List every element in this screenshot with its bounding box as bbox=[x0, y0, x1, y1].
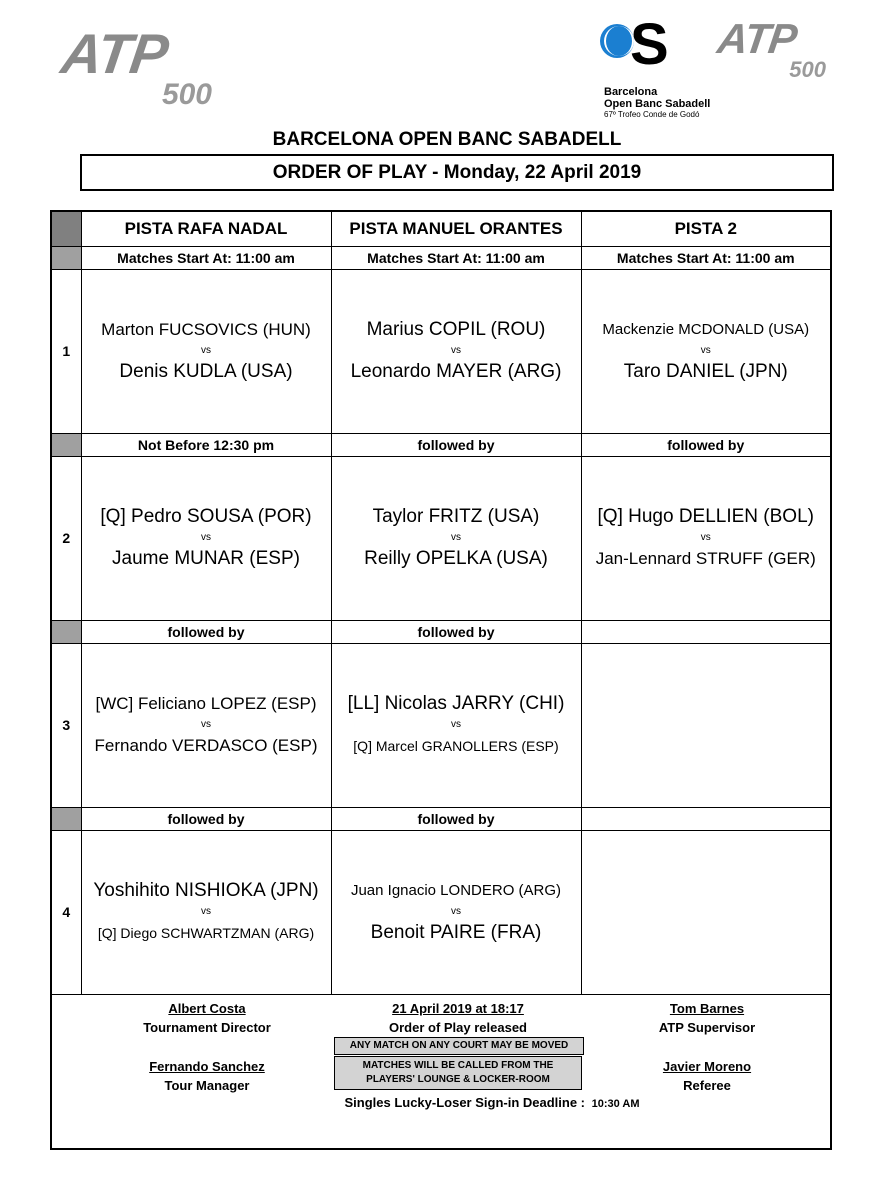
match-cell bbox=[331, 269, 581, 433]
match-cell bbox=[581, 456, 831, 620]
supervisor-name: Tom Barnes bbox=[669, 1000, 745, 1016]
referee-role: Referee bbox=[683, 1077, 731, 1093]
schedule-label bbox=[581, 807, 831, 830]
player-one: Mackenzie MCDONALD (USA) bbox=[602, 321, 810, 338]
atp-500-logo-right bbox=[714, 15, 830, 82]
match-cell bbox=[331, 456, 581, 620]
released-date: 21 April 2019 at 18:17 bbox=[392, 1000, 524, 1016]
vs-label: vs bbox=[201, 345, 211, 356]
player-two: Benoit PAIRE (FRA) bbox=[370, 922, 542, 943]
match-cell bbox=[81, 269, 331, 433]
match-row bbox=[51, 269, 831, 433]
atp-500-logo-left bbox=[57, 22, 222, 111]
round-number: 4 bbox=[51, 830, 81, 994]
lucky-loser-time: 10:30 AM bbox=[591, 1097, 640, 1110]
match-cell bbox=[81, 456, 331, 620]
tennis-ball-icon bbox=[600, 24, 634, 58]
footer-cell bbox=[51, 994, 831, 1149]
released-label: Order of Play released bbox=[388, 1019, 527, 1035]
player-two: Jaume MUNAR (ESP) bbox=[112, 548, 300, 569]
corner-cell bbox=[51, 211, 81, 246]
player-two: Denis KUDLA (USA) bbox=[119, 361, 293, 382]
match-row bbox=[51, 456, 831, 620]
round-number: 3 bbox=[51, 643, 81, 807]
vs-label: vs bbox=[451, 532, 461, 543]
vs-label: vs bbox=[451, 345, 461, 356]
schedule-label: followed by bbox=[81, 620, 331, 643]
court-name: PISTA RAFA NADAL bbox=[81, 211, 331, 246]
match-cell bbox=[581, 269, 831, 433]
match-cell bbox=[331, 830, 581, 994]
vs-label: vs bbox=[700, 345, 711, 356]
lucky-loser-label: Singles Lucky-Loser Sign-in Deadline : bbox=[344, 1094, 586, 1110]
grey-marker-cell bbox=[51, 246, 81, 269]
vs-label: vs bbox=[201, 906, 211, 917]
player-one: Yoshihito NISHIOKA (JPN) bbox=[93, 880, 319, 901]
empty-match-cell bbox=[581, 643, 831, 807]
court-header-row bbox=[51, 211, 831, 246]
player-one: [Q] Hugo DELLIEN (BOL) bbox=[597, 506, 814, 527]
schedule-label: followed by bbox=[331, 620, 581, 643]
atp-logo-number: 500 bbox=[161, 78, 212, 111]
player-one: Taylor FRITZ (USA) bbox=[372, 506, 540, 527]
vs-label: vs bbox=[201, 532, 211, 543]
order-of-play-title: ORDER OF PLAY - Monday, 22 April 2019 bbox=[80, 154, 834, 191]
sabadell-logo-text: Barcelona Open Banc Sabadell 67º Trofeo Conde de Godó bbox=[604, 86, 711, 119]
label-row bbox=[51, 620, 831, 643]
lucky-loser-deadline bbox=[322, 1095, 662, 1110]
schedule-label: followed by bbox=[331, 433, 581, 456]
label-row bbox=[51, 433, 831, 456]
round-number: 1 bbox=[51, 269, 81, 433]
court-name: PISTA 2 bbox=[581, 211, 831, 246]
player-two: [Q] Diego SCHWARTZMAN (ARG) bbox=[97, 925, 315, 941]
round-number: 2 bbox=[51, 456, 81, 620]
player-two: Jan-Lennard STRUFF (GER) bbox=[595, 549, 816, 568]
schedule-label bbox=[581, 620, 831, 643]
vs-label: vs bbox=[451, 906, 461, 917]
vs-label: vs bbox=[201, 719, 211, 730]
match-cell bbox=[81, 830, 331, 994]
vs-label: vs bbox=[700, 532, 711, 543]
schedule-label: followed by bbox=[81, 807, 331, 830]
footer-row bbox=[51, 994, 831, 1149]
player-one: [LL] Nicolas JARRY (CHI) bbox=[347, 693, 565, 714]
director-role: Tournament Director bbox=[143, 1019, 271, 1035]
grey-marker-cell bbox=[51, 433, 81, 456]
officials-right bbox=[592, 999, 822, 1095]
player-two: Leonardo MAYER (ARG) bbox=[350, 361, 562, 382]
atp-logo-text: ATP bbox=[714, 15, 800, 62]
match-row bbox=[51, 643, 831, 807]
tournament-title: BARCELONA OPEN BANC SABADELL bbox=[272, 129, 622, 150]
notice-match-moved: ANY MATCH ON ANY COURT MAY BE MOVED bbox=[334, 1037, 584, 1055]
officials-left bbox=[92, 999, 322, 1095]
order-of-play-grid bbox=[50, 210, 832, 1150]
grey-marker-cell bbox=[51, 620, 81, 643]
player-one: [Q] Pedro SOUSA (POR) bbox=[100, 506, 312, 527]
tour-manager-name: Fernando Sanchez bbox=[149, 1058, 265, 1074]
supervisor-role: ATP Supervisor bbox=[658, 1019, 756, 1035]
notice-players-called: MATCHES WILL BE CALLED FROM THE PLAYERS' LOUNGE & LOCKER-ROOM bbox=[334, 1056, 582, 1090]
start-time-row bbox=[51, 246, 831, 269]
player-two: [Q] Marcel GRANOLLERS (ESP) bbox=[353, 738, 559, 754]
schedule-label: followed by bbox=[331, 807, 581, 830]
player-one: [WC] Feliciano LOPEZ (ESP) bbox=[95, 694, 317, 713]
match-row bbox=[51, 830, 831, 994]
player-one: Juan Ignacio LONDERO (ARG) bbox=[350, 882, 562, 899]
player-two: Fernando VERDASCO (ESP) bbox=[94, 736, 318, 755]
player-one: Marton FUCSOVICS (HUN) bbox=[101, 320, 311, 339]
start-time: Matches Start At: 11:00 am bbox=[581, 246, 831, 269]
atp-logo-number: 500 bbox=[789, 57, 826, 82]
match-cell bbox=[81, 643, 331, 807]
player-two: Taro DANIEL (JPN) bbox=[623, 361, 788, 382]
schedule-label: followed by bbox=[581, 433, 831, 456]
label-row bbox=[51, 807, 831, 830]
empty-match-cell bbox=[581, 830, 831, 994]
director-name: Albert Costa bbox=[168, 1000, 246, 1016]
match-cell bbox=[331, 643, 581, 807]
schedule-label: Not Before 12:30 pm bbox=[81, 433, 331, 456]
player-two: Reilly OPELKA (USA) bbox=[364, 548, 548, 569]
court-name: PISTA MANUEL ORANTES bbox=[331, 211, 581, 246]
sabadell-s-mark: S bbox=[630, 12, 669, 77]
start-time: Matches Start At: 11:00 am bbox=[331, 246, 581, 269]
atp-logo-text: ATP bbox=[57, 22, 172, 85]
referee-name: Javier Moreno bbox=[662, 1058, 752, 1074]
vs-label: vs bbox=[451, 719, 461, 730]
grey-marker-cell bbox=[51, 807, 81, 830]
release-info bbox=[334, 999, 582, 1037]
player-one: Marius COPIL (ROU) bbox=[366, 319, 546, 340]
tour-manager-role: Tour Manager bbox=[164, 1077, 250, 1093]
start-time: Matches Start At: 11:00 am bbox=[81, 246, 331, 269]
